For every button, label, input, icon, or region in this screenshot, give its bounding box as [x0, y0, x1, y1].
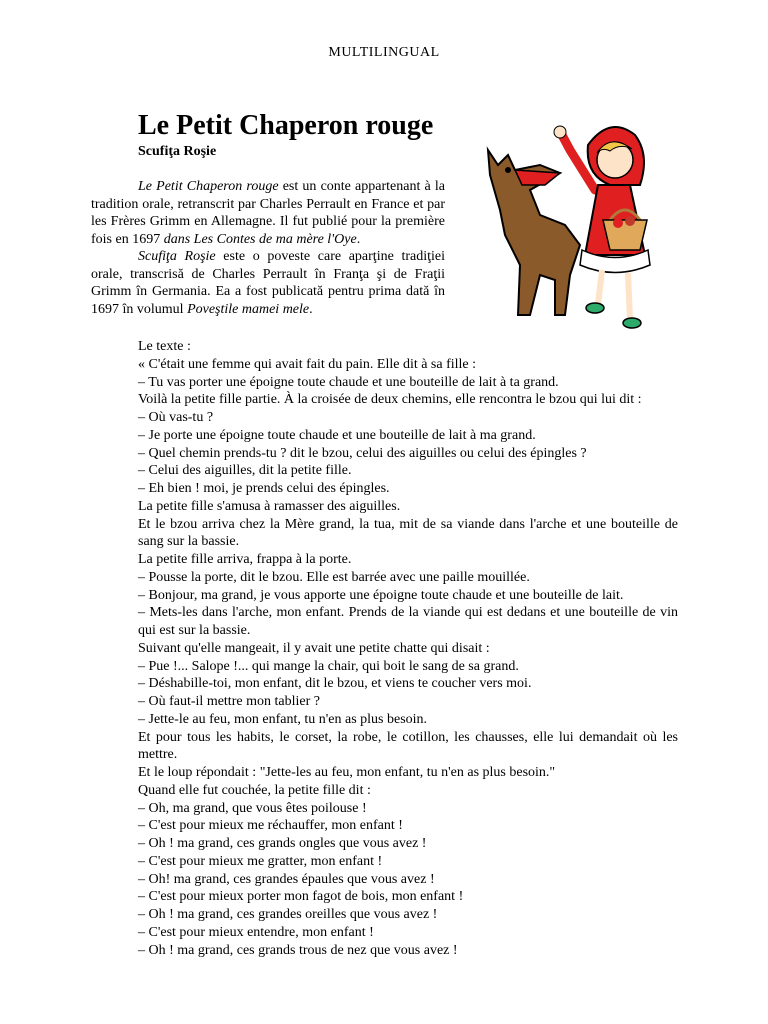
- story-line: – Oh, ma grand, que vous êtes poilouse !: [138, 800, 367, 816]
- story-line: – Eh bien ! moi, je prends celui des épingles.: [138, 481, 390, 496]
- page-title: Le Petit Chaperon rouge: [138, 110, 434, 141]
- story-line: – Déshabille-toi, mon enfant, dit le bzou, et viens te coucher vers moi.: [138, 676, 532, 692]
- story-line: Suivant qu'elle mangeait, il y avait une petite chatte qui disait :: [138, 640, 490, 656]
- story-line: Voilà la petite fille partie. À la croisée de deux chemins, elle rencontra le bzou qui lui dit :: [138, 392, 642, 408]
- story-line: – Oh! ma grand, ces grandes épaules que vous avez !: [138, 871, 435, 887]
- page-header: MULTILINGUAL: [328, 45, 440, 60]
- story-line: – Pue !... Salope !... qui mange la chair, qui boit le sang de sa grand.: [138, 658, 519, 674]
- story-line: – Où faut-il mettre mon tablier ?: [138, 694, 320, 709]
- story-line: – C'est pour mieux porter mon fagot de bois, mon enfant !: [138, 889, 464, 905]
- story-line: – Pousse la porte, dit le bzou. Elle est barrée avec une paille mouillée.: [138, 569, 530, 585]
- story-line: – C'est pour mieux me gratter, mon enfant !: [138, 853, 383, 869]
- story-line: – Quel chemin prends-tu ? dit le bzou, celui des aiguilles ou celui des épingles ?: [138, 445, 587, 461]
- illustration-svg: [470, 115, 670, 335]
- story-text: [138, 338, 678, 959]
- story-line: – Jette-le au feu, mon enfant, tu n'en as plus besoin.: [138, 711, 428, 727]
- intro-paragraph-romanian: Scufiţa Roşie este o poveste care aparţine tradiţiei orale, transcrisă de Charles Perrault în Franţa şi de Fraţii Grimm în Germania. Ea a fost publicată pentru prima dată în 1697 în volumul Poveştile mamei mele.: [91, 249, 445, 317]
- story-line: « C'était une femme qui avait fait du pain. Elle dit à sa fille :: [138, 356, 477, 372]
- story-line: Et le loup répondait : "Jette-les au feu, mon enfant, tu n'en as plus besoin.": [138, 765, 556, 780]
- story-line: – Bonjour, ma grand, je vous apporte une époigne toute chaude et une bouteille de lait.: [138, 587, 624, 603]
- story-line: La petite fille arriva, frappa à la porte.: [138, 552, 352, 567]
- story-line: – Je porte une époigne toute chaude et une bouteille de lait à ma grand.: [138, 427, 536, 443]
- intro-section: [91, 178, 445, 318]
- story-line: Le texte :: [138, 339, 191, 354]
- story-line: Et pour tous les habits, le corset, la robe, le cotillon, les chausses, elle lui demandait où les mettre.: [138, 729, 678, 763]
- story-line: – Oh ! ma grand, ces grands ongles que vous avez !: [138, 836, 427, 851]
- story-line: – C'est pour mieux me réchauffer, mon enfant !: [138, 818, 403, 834]
- story-line: Et le bzou arriva chez la Mère grand, la tua, mit de sa viande dans l'arche et une bouteille de sang sur la bassie.: [138, 516, 678, 550]
- story-line: – Où vas-tu ?: [138, 410, 214, 425]
- story-line: – Tu vas porter une époigne toute chaude et une bouteille de lait à ta grand.: [138, 374, 559, 390]
- story-line: – C'est pour mieux entendre, mon enfant !: [138, 924, 374, 940]
- story-line: Quand elle fut couchée, la petite fille dit :: [138, 782, 371, 798]
- intro-paragraph-french: Le Petit Chaperon rouge est un conte appartenant à la tradition orale, retranscrit par Charles Perrault en France et par les Frères Grimm en Allemagne. Il fut publié pour la première fois en 1697 dans Les Contes de ma mère l'Oye.: [91, 179, 445, 247]
- story-line: – Oh ! ma grand, ces grands trous de nez que vous avez !: [138, 942, 458, 958]
- story-line: – Mets-les dans l'arche, mon enfant. Prends de la viande qui est dedans et une bouteille de vin qui est sur la bassie.: [138, 605, 678, 638]
- story-line: La petite fille s'amusa à ramasser des aiguilles.: [138, 498, 401, 514]
- page-subtitle: Scufiţa Roşie: [138, 144, 217, 159]
- story-line: – Oh ! ma grand, ces grandes oreilles que vous avez !: [138, 907, 438, 922]
- wolf-and-red-riding-hood-illustration: [470, 115, 670, 335]
- story-line: – Celui des aiguilles, dit la petite fille.: [138, 463, 352, 479]
